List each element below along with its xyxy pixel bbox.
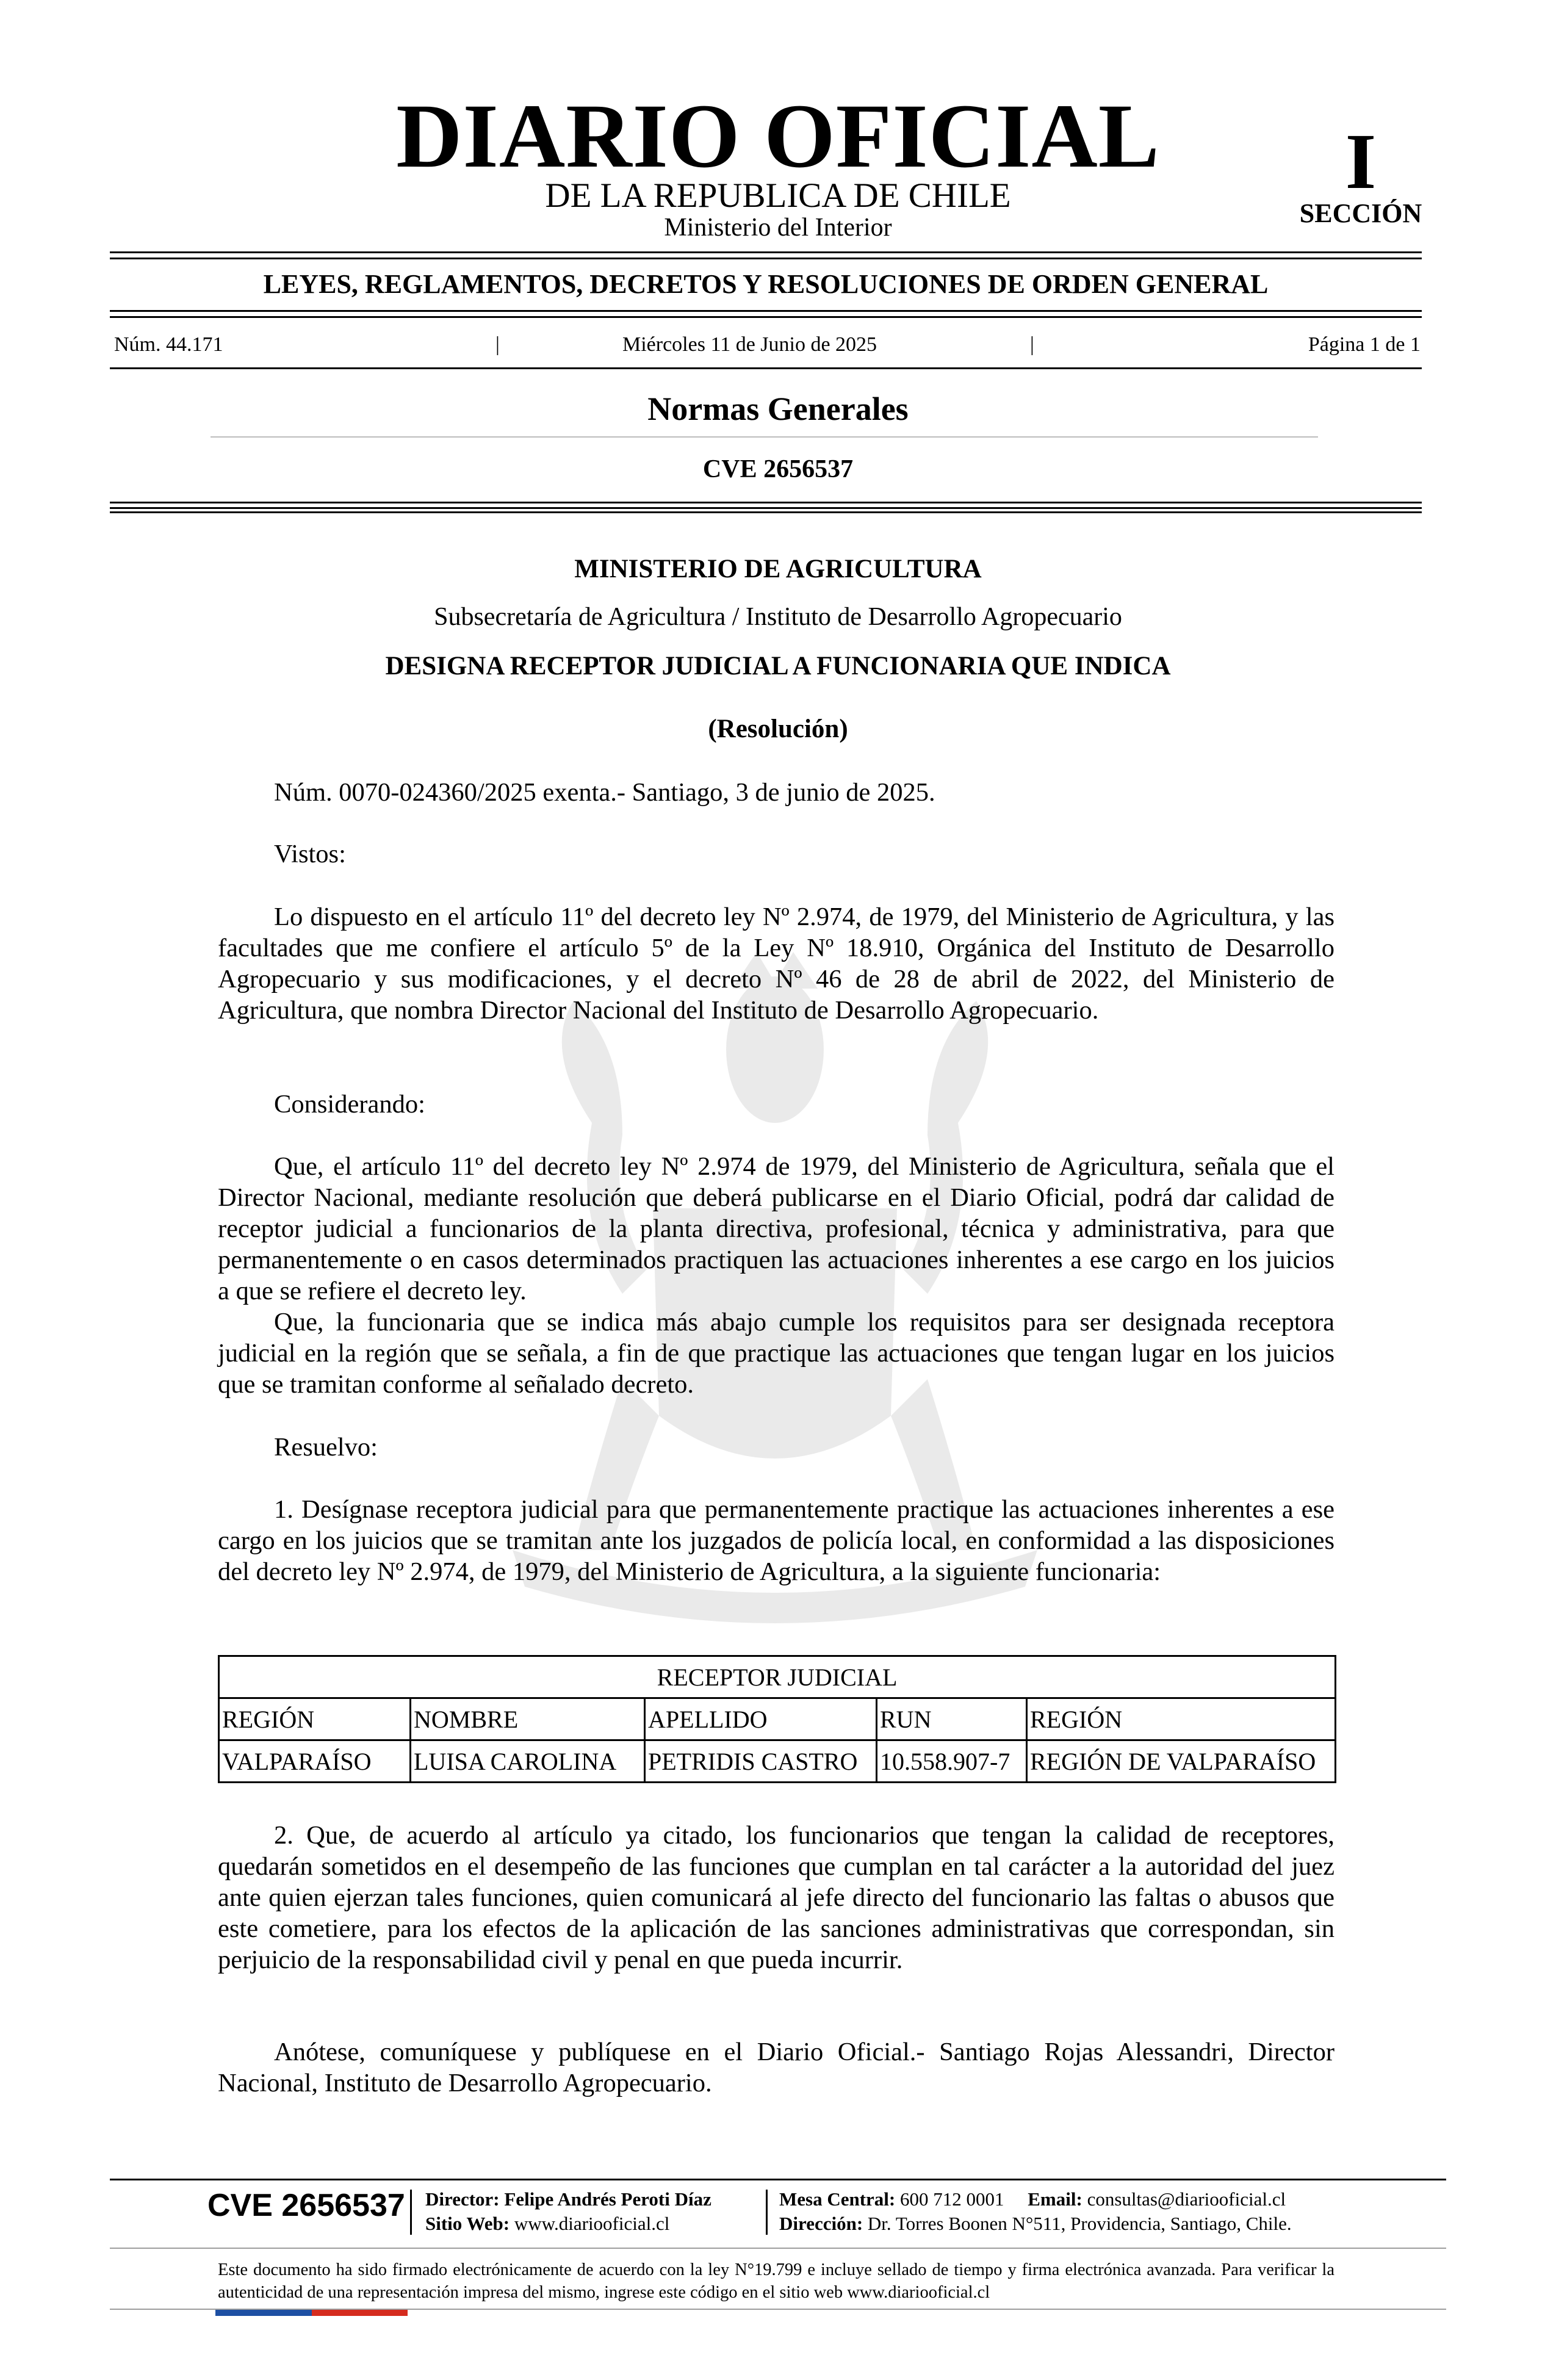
email-link[interactable]: consultas@diariooficial.cl (1087, 2188, 1286, 2210)
considerando-paragraph-2: Que, la funcionaria que se indica más abajo cumple los requisitos para ser designada receptora judicial en la región que se señala, a fin de que practique las actuaciones que tengan lugar en los juicios que se tramitan conforme al señalado decreto. (218, 1308, 1334, 1399)
newspaper-title: DIARIO OFICIAL (396, 85, 1160, 187)
flag-stripe-red (312, 2310, 408, 2316)
section-heading: Normas Generales (647, 391, 909, 427)
mesa-label: Mesa Central: (779, 2188, 896, 2210)
header-rule-2 (110, 507, 1422, 509)
document-type: (Resolución) (708, 715, 848, 743)
meta-separator-1: | (495, 333, 500, 356)
table-caption-row (219, 1656, 1336, 1698)
header-rule-3 (110, 511, 1422, 513)
column-header-region: REGIÓN (219, 1698, 411, 1740)
masthead-rule-top (110, 251, 1422, 253)
column-header-run: RUN (877, 1698, 1027, 1740)
issue-date: Miércoles 11 de Junio de 2025 (622, 333, 877, 356)
web-label: Sitio Web: (425, 2213, 510, 2234)
table-header-row (219, 1698, 1336, 1740)
web-link[interactable]: www.diariooficial.cl (514, 2213, 670, 2234)
flag-stripe-blue (215, 2310, 312, 2316)
resolution-number-line: Núm. 0070-024360/2025 exenta.- Santiago, 3 de junio de 2025. (274, 778, 935, 807)
vistos-paragraph: Lo dispuesto en el artículo 11º del decreto ley Nº 2.974, de 1979, del Ministerio de Agricultura, y las facultades que me confiere el artículo 5º de la Ley Nº 18.910, Orgánica del Instituto de Desarrollo Agropecuario y sus modificaciones, y el decreto Nº 46 de 28 de abril de 2022, del Ministerio de Agricultura, que nombra Director Nacional del Instituto de Desarrollo Agropecuario. (218, 903, 1334, 1025)
cell-apellido: PETRIDIS CASTRO (645, 1740, 877, 1783)
document-subsecretaria: Subsecretaría de Agricultura / Instituto de Desarrollo Agropecuario (434, 603, 1122, 631)
receptor-table (218, 1655, 1336, 1783)
cell-region-full: REGIÓN DE VALPARAÍSO (1027, 1740, 1336, 1783)
footer-cve-code: CVE 2656537 (207, 2188, 405, 2223)
masthead-ministry: Ministerio del Interior (664, 214, 892, 242)
resuelvo-paragraph-2: 2. Que, de acuerdo al artículo ya citado, los funcionarios que tengan la calidad de receptores, quedarán sometidos en el desempeño de las funciones que cumplan en tal carácter a la autoridad del juez ante quien ejerzan tales funciones, quien comunicará al jefe directo del funcionario las faltas o abusos que este cometiere, para los efectos de la aplicación de las sanciones administrativas que correspondan, sin perjuicio de la responsabilidad civil y penal en que pueda incurrir. (218, 1821, 1334, 1974)
table-caption: RECEPTOR JUDICIAL (219, 1656, 1336, 1698)
banner-rule-top (110, 310, 1422, 312)
section-label: SECCIÓN (1299, 198, 1422, 228)
column-header-region-full: REGIÓN (1027, 1698, 1336, 1740)
column-header-apellido: APELLIDO (645, 1698, 877, 1740)
cve-code: CVE 2656537 (702, 455, 854, 483)
director-label: Director: (425, 2188, 500, 2210)
section-thin-rule (211, 436, 1318, 438)
cell-nombre: LUISA CAROLINA (411, 1740, 645, 1783)
considerando-label: Considerando: (274, 1090, 425, 1119)
footer-rule-top (110, 2179, 1446, 2180)
mesa-value: 600 712 0001 (900, 2188, 1004, 2210)
issue-number: Núm. 44.171 (114, 333, 223, 356)
banner-rule-bottom (110, 316, 1422, 318)
footer-director-line (425, 2187, 711, 2212)
document-ministry: MINISTERIO DE AGRICULTURA (574, 555, 982, 583)
director-name: Felipe Andrés Peroti Díaz (504, 2188, 711, 2210)
meta-rule (110, 367, 1422, 369)
vistos-label: Vistos: (274, 840, 346, 868)
footer-address-line (779, 2212, 1292, 2236)
address-value: Dr. Torres Boonen N°511, Providencia, Santiago, Chile. (867, 2213, 1292, 2234)
resuelvo-label: Resuelvo: (274, 1433, 378, 1462)
page-indicator: Página 1 de 1 (1308, 333, 1421, 356)
cell-run: 10.558.907-7 (877, 1740, 1027, 1783)
document-title: DESIGNA RECEPTOR JUDICIAL A FUNCIONARIA QUE INDICA (385, 652, 1171, 680)
header-rule-1 (110, 502, 1422, 503)
footer-legal-notice: Este documento ha sido firmado electrónicamente de acuerdo con la ley N°19.799 e incluye sellado de tiempo y firma electrónica avanzada. Para verificar la autenticidad de una representación impresa del mismo, ingrese este código en el sitio web www.diariooficial.cl (218, 2260, 1334, 2302)
footer-divider-1 (410, 2190, 412, 2235)
section-numeral: I (1345, 118, 1377, 206)
footer-web-line (425, 2212, 669, 2236)
cell-region: VALPARAÍSO (219, 1740, 411, 1783)
email-label: Email: (1028, 2188, 1082, 2210)
address-label: Dirección: (779, 2213, 863, 2234)
newspaper-subtitle: DE LA REPUBLICA DE CHILE (545, 176, 1011, 215)
considerando-paragraph-1: Que, el artículo 11º del decreto ley Nº 2.974 de 1979, del Ministerio de Agricultura, señala que el Director Nacional, mediante resolución que deberá publicarse en el Diario Oficial, podrá dar calidad de receptor judicial a funcionarios de la planta directiva, profesional, técnica y administrativa, para que permanentemente o en casos determinados practiquen las actuaciones inherentes a ese cargo en los juicios a que se refiere el decreto ley. (218, 1152, 1334, 1305)
meta-separator-2: | (1030, 333, 1034, 356)
footer-contact-line (779, 2187, 1286, 2212)
table-row (219, 1740, 1336, 1783)
category-banner: LEYES, REGLAMENTOS, DECRETOS Y RESOLUCIONES DE ORDEN GENERAL (263, 269, 1269, 299)
resuelvo-paragraph-1: 1. Desígnase receptora judicial para que permanentemente practique las actuaciones inherentes a ese cargo en los juicios que se tramitan ante los juzgados de policía local, en conformidad a las disposiciones del decreto ley Nº 2.974, de 1979, del Ministerio de Agricultura, a la siguiente funcionaria: (218, 1495, 1334, 1586)
closing-paragraph: Anótese, comuníquese y publíquese en el Diario Oficial.- Santiago Rojas Alessandri, Director Nacional, Instituto de Desarrollo Agropecuario. (218, 2038, 1334, 2097)
masthead-rule-bottom (110, 258, 1422, 259)
footer-divider-2 (766, 2190, 768, 2235)
footer-rule-middle (110, 2248, 1446, 2249)
column-header-nombre: NOMBRE (411, 1698, 645, 1740)
